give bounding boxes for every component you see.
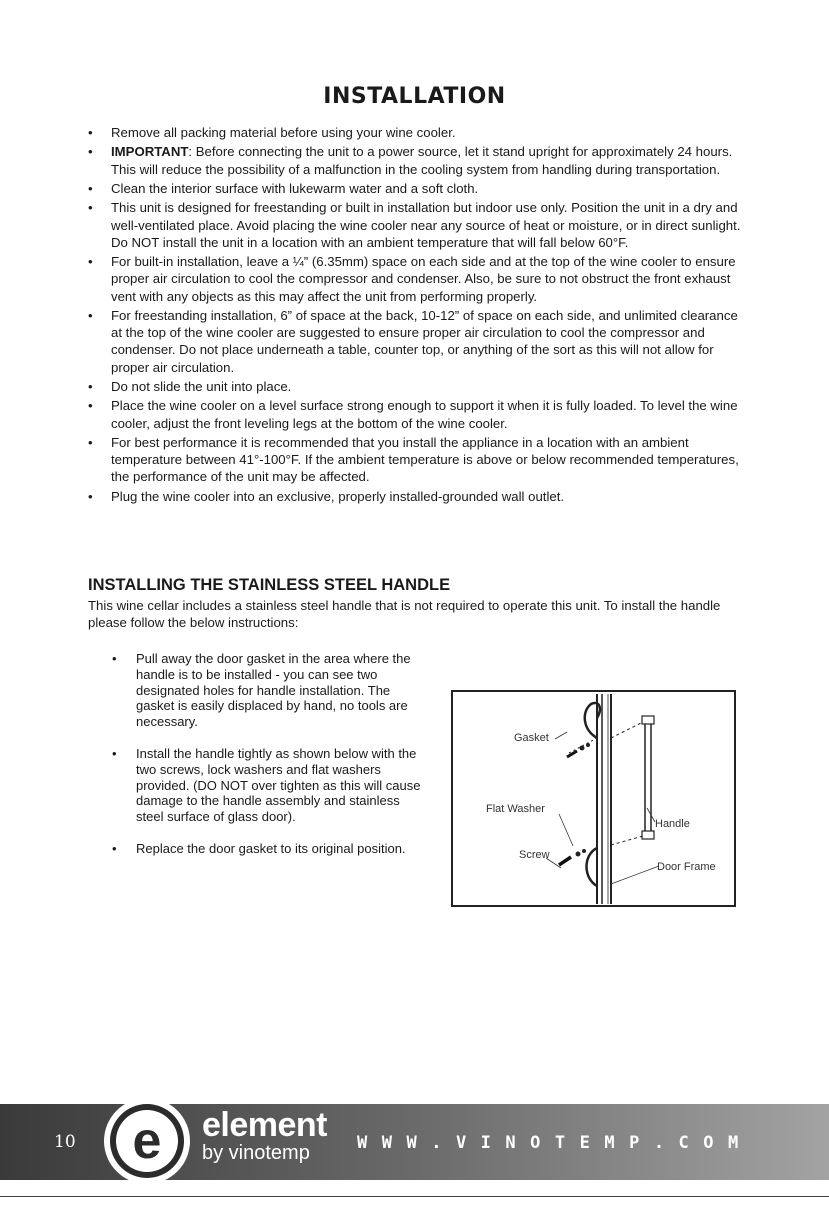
important-label: IMPORTANT <box>111 144 189 160</box>
list-item <box>88 397 748 431</box>
handle-section-heading: INSTALLING THE STAINLESS STEEL HANDLE <box>88 576 451 594</box>
washer-top <box>580 746 585 751</box>
page-number: 10 <box>54 1132 76 1152</box>
list-item <box>88 143 748 177</box>
flat-washer <box>576 852 581 857</box>
handle-section-intro: This wine cellar includes a stainless steel handle that is not required to operate this unit. To install the handle please follow the below instructions: <box>88 598 721 631</box>
footer-banner <box>0 1104 829 1180</box>
handle-label: Handle <box>655 818 690 830</box>
diagram-frame <box>452 691 735 906</box>
diagram-illustration <box>451 690 736 907</box>
screw-label: Screw <box>519 849 550 861</box>
list-item <box>88 307 748 376</box>
list-item <box>88 434 748 486</box>
handle-installation-diagram <box>451 690 736 907</box>
list-item <box>88 253 748 305</box>
list-item <box>88 378 748 395</box>
door-frame-label: Door Frame <box>657 861 716 873</box>
list-item-text: Place the wine cooler on a level surface strong enough to support it when it is fully loaded. To level the wine cooler, adjust the front leveling legs at the bottom of the wine cooler. <box>111 398 738 431</box>
list-item <box>88 124 748 141</box>
website-url: WWW.VINOTEMP.COM <box>357 1133 753 1153</box>
list-item: • Install the handle tightly as shown below with the two screws, lock washers and flat washers provided. (DO NOT over tighten as this will cause damage to the handle assembly and stainless steel surface of glass door). <box>112 746 422 825</box>
list-item-text: Do not slide the unit into place. <box>111 378 292 394</box>
list-item-text: This unit is designed for freestanding or built in installation but indoor use only. Position the unit in a dry and well-ventilated place. Avoid placing the wine cooler near any source of heat or moisture, or in direct sunlight. Do NOT install the unit in a location with an ambient temperature that will fall below 60°F. <box>111 200 741 250</box>
washer-top <box>586 743 590 747</box>
flat-washer-label: Flat Washer <box>486 803 545 815</box>
list-item-text: Remove all packing material before using your wine cooler. <box>111 125 456 140</box>
brand-name: element <box>202 1106 327 1144</box>
logo-letter: e <box>132 1112 162 1170</box>
list-item <box>88 199 748 251</box>
list-item-text: Plug the wine cooler into an exclusive, properly installed-grounded wall outlet. <box>111 488 565 504</box>
list-item-text: Clean the interior surface with lukewarm water and a soft cloth. <box>111 180 479 196</box>
list-item: • Replace the door gasket to its original position. <box>112 841 422 857</box>
list-item-text: For best performance it is recommended that you install the appliance in a location with an ambient temperature between 41°-100°F. If the ambient temperature is above or below recommended temperatures, the performance of the unit may be affected. <box>111 434 739 485</box>
handle-bracket-bottom <box>642 831 654 839</box>
page-title: INSTALLATION <box>323 84 506 109</box>
list-item: • Pull away the door gasket in the area where the handle is to be installed - you can see two designated holes for handle installation. The gasket is easily displaced by hand, no tools are necessary. <box>112 651 422 730</box>
handle-bar <box>645 722 651 834</box>
list-item-text: For freestanding installation, 6” of space at the back, 10-12” of space on each side, and unlimited clearance at the top of the wine cooler are suggested to ensure proper air circulation to cool the compressor and condenser. Do not place underneath a table, counter top, or anything of the sort as this will not allow for proper air circulation. <box>111 307 738 375</box>
handle-bracket-top <box>642 716 654 724</box>
handle-steps-list <box>112 651 422 873</box>
installation-bullet-list <box>88 124 748 507</box>
list-item <box>88 180 748 197</box>
list-item-text: For built-in installation, leave a ¼” (6.35mm) space on each side and at the top of the wine cooler to ensure proper air circulation to cool the compressor and condenser. Also, be sure to not obstruct the front exhaust vent with any objects as this may affect the unit from performing properly. <box>111 254 736 304</box>
brand-subtitle: by vinotemp <box>202 1142 310 1164</box>
element-logo-icon <box>102 1096 192 1186</box>
lock-washer <box>582 849 586 853</box>
gasket-label: Gasket <box>514 732 549 744</box>
list-item <box>88 488 748 505</box>
bottom-divider <box>0 1196 829 1197</box>
list-item-text: : Before connecting the unit to a power source, let it stand upright for approximately 24 hours. This will reduce the possibility of a malfunction in the cooling system from handling during transportation. <box>111 144 733 177</box>
